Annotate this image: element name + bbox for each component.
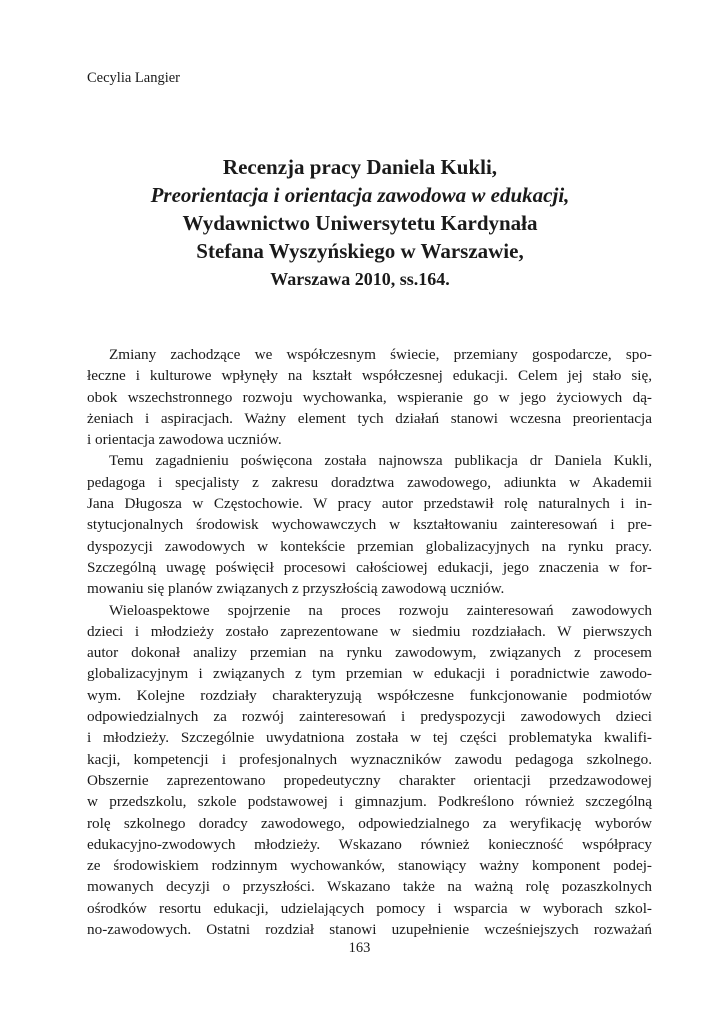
body-line: i młodzieży. Szczególnie uwydatniona została w tej części problematyka kwalifi- — [87, 729, 652, 747]
title-line-publisher-1: Wydawnictwo Uniwersytetu Kardynała — [182, 211, 538, 235]
title-line-imprint: Warszawa 2010, ss.164. — [270, 269, 450, 289]
body-line: Jana Długosza w Częstochowie. W pracy autor przedstawił rolę naturalnych i in- — [87, 495, 652, 513]
running-header-author: Cecylia Langier — [87, 70, 180, 86]
body-line: mowaniu się planów związanych z przyszłością zawodową uczniów. — [87, 580, 505, 598]
body-line: obok wszechstronnego rozwoju wychowanka, wspieranie go w jego życiowych dą- — [87, 388, 652, 406]
title-line-publisher-2: Stefana Wyszyńskiego w Warszawie, — [196, 239, 524, 263]
review-title — [60, 153, 660, 293]
body-line: rolę szkolnego doradcy zawodowego, odpowiedzialnego za weryfikację wyborów — [87, 814, 652, 832]
body-line: w przedszkolu, szkole podstawowej i gimnazjum. Podkreślono również szczególną — [87, 793, 652, 811]
body-line: autor dokonał analizy przemian na rynku zawodowym, związanych z procesem — [87, 644, 652, 662]
body-line: stytucjonalnych środowisk wychowawczych w kształtowaniu zainteresowań i pre- — [87, 516, 652, 534]
body-line: żeniach i aspiracjach. Ważny element tych działań stanowi wczesna preorientacja — [87, 409, 652, 427]
body-line: Szczególną uwagę poświęcił procesowi całościowej edukacji, jego znaczenia w for- — [87, 558, 652, 576]
body-line: Obszernie zaprezentowano propedeutyczny charakter orientacji przedzawodowej — [87, 771, 652, 789]
page-number: 163 — [348, 940, 371, 956]
title-line-1: Recenzja pracy Daniela Kukli, — [222, 155, 498, 179]
body-text — [87, 344, 652, 940]
body-line: odpowiedzialnych za rozwój zainteresowań i predyspozycji zawodowych dzieci — [87, 708, 652, 726]
body-line: no-zawodowych. Ostatni rozdział stanowi uzupełnienie wcześniejszych rozważań — [87, 921, 652, 939]
body-line: ze środowiskiem rodzinnym wychowanków, stanowiący ważny komponent podej- — [87, 857, 652, 875]
body-line: Temu zagadnieniu poświęcona została najnowsza publikacja dr Daniela Kukli, — [109, 452, 652, 470]
body-line: ośrodków resortu edukacji, udzielających pomocy i wsparcia w wyborach szkol- — [87, 899, 652, 917]
title-line-book-title: Preorientacja i orientacja zawodowa w edukacji, — [150, 183, 570, 207]
body-line: dyspozycji zawodowych w kontekście przemian globalizacyjnych na rynku pracy. — [87, 537, 652, 555]
body-line: edukacyjno-zwodowych młodzieży. Wskazano również konieczność współpracy — [87, 835, 652, 853]
body-line: łeczne i kulturowe wpłynęły na kształt współczesnej edukacji. Celem jej stało się, — [87, 367, 652, 385]
body-line: globalizacyjnym i związanych z tym przemian w edukacji i poradnictwie zawodo- — [87, 665, 652, 683]
body-line: kacji, kompetencji i profesjonalnych wyznaczników zawodu pedagoga szkolnego. — [87, 750, 652, 768]
body-line: Wieloaspektowe spojrzenie na proces rozwoju zainteresowań zawodowych — [109, 601, 652, 619]
body-line: dzieci i młodzieży zostało zaprezentowane w siedmiu rozdziałach. W pierwszych — [87, 622, 652, 640]
body-line: i orientacja zawodowa uczniów. — [87, 431, 282, 449]
body-line: Zmiany zachodzące we współczesnym świecie, przemiany gospodarcze, spo- — [109, 346, 652, 363]
body-line: wym. Kolejne rozdziały charakteryzują współczesne funkcjonowanie podmiotów — [87, 686, 652, 704]
body-line: pedagoga i specjalisty z zakresu doradztwa zawodowego, adiunkta w Akademii — [87, 473, 652, 491]
body-line: mowanych decyzji o przyszłości. Wskazano także na ważną rolę pozaszkolnych — [87, 878, 652, 896]
